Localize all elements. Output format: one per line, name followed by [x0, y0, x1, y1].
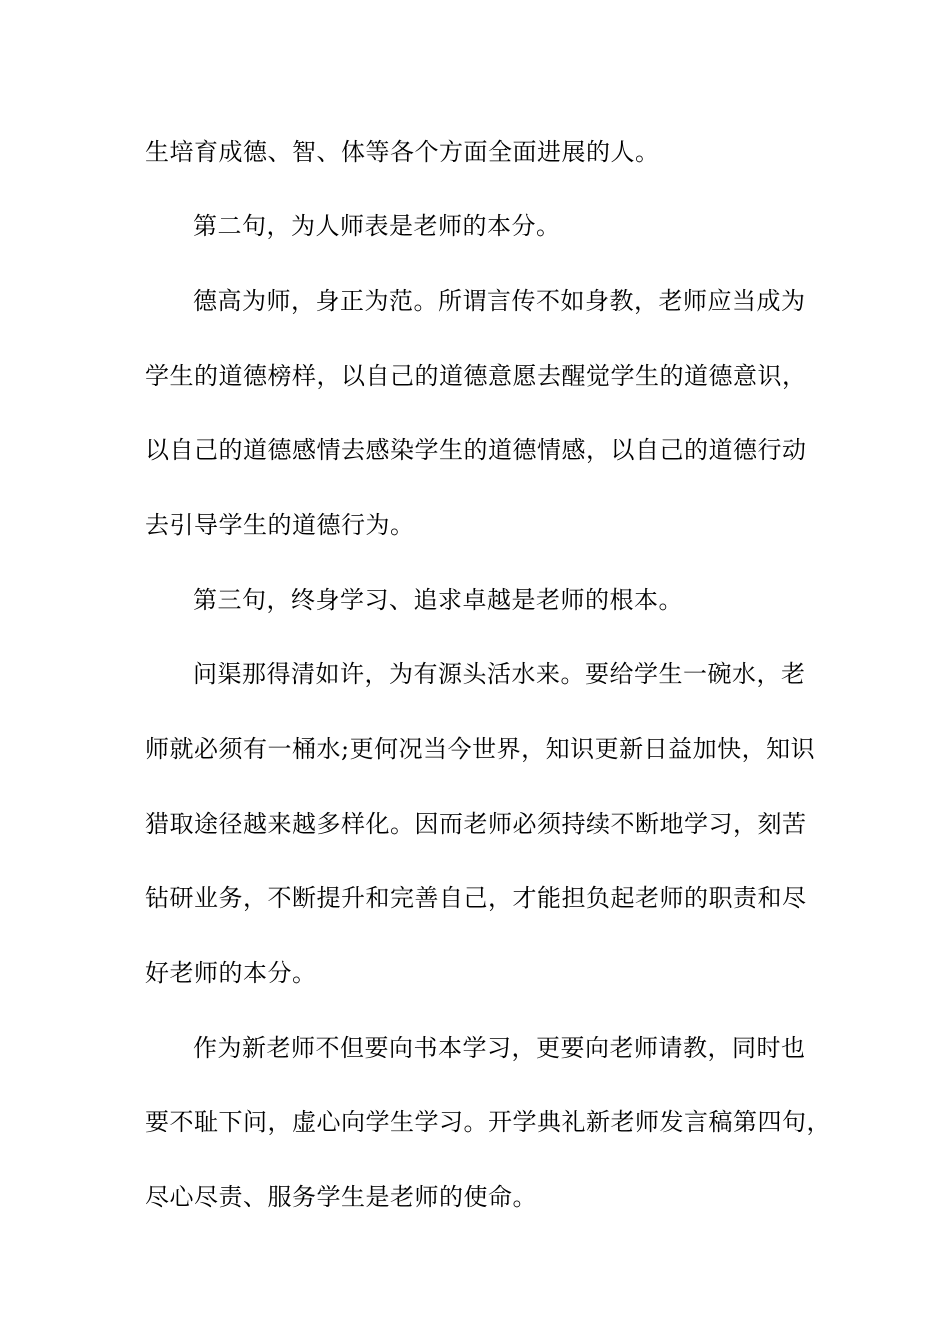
text-line: 好老师的本分。 [145, 959, 317, 987]
text-line: 尽心尽责、服务学生是老师的使命。 [145, 1183, 537, 1211]
text-line: 德高为师，身正为范。所谓言传不如身教，老师应当成为 [193, 287, 806, 315]
text-line: 要不耻下问，虚心向学生学习。开学典礼新老师发言稿第四句， [145, 1108, 831, 1136]
text-line: 去引导学生的道德行为。 [145, 511, 415, 539]
text-line: 学生的道德榜样，以自己的道德意愿去醒觉学生的道德意识， [145, 362, 807, 390]
text-line: 第三句，终身学习、追求卓越是老师的根本。 [193, 586, 683, 614]
text-line: 第二句，为人师表是老师的本分。 [193, 212, 561, 240]
text-line: 师就必须有一桶水;更何况当今世界，知识更新日益加快，知识 [145, 735, 816, 763]
text-line: 猎取途径越来越多样化。因而老师必须持续不断地学习，刻苦 [145, 810, 807, 838]
text-line: 作为新老师不但要向书本学习，更要向老师请教，同时也 [193, 1034, 806, 1062]
text-line: 生培育成德、智、体等各个方面全面进展的人。 [145, 138, 660, 166]
text-line: 问渠那得清如许，为有源头活水来。要给学生一碗水，老 [193, 660, 806, 688]
text-line: 以自己的道德感情去感染学生的道德情感，以自己的道德行动 [145, 436, 807, 464]
text-line: 钻研业务，不断提升和完善自己，才能担负起老师的职责和尽 [145, 884, 807, 912]
